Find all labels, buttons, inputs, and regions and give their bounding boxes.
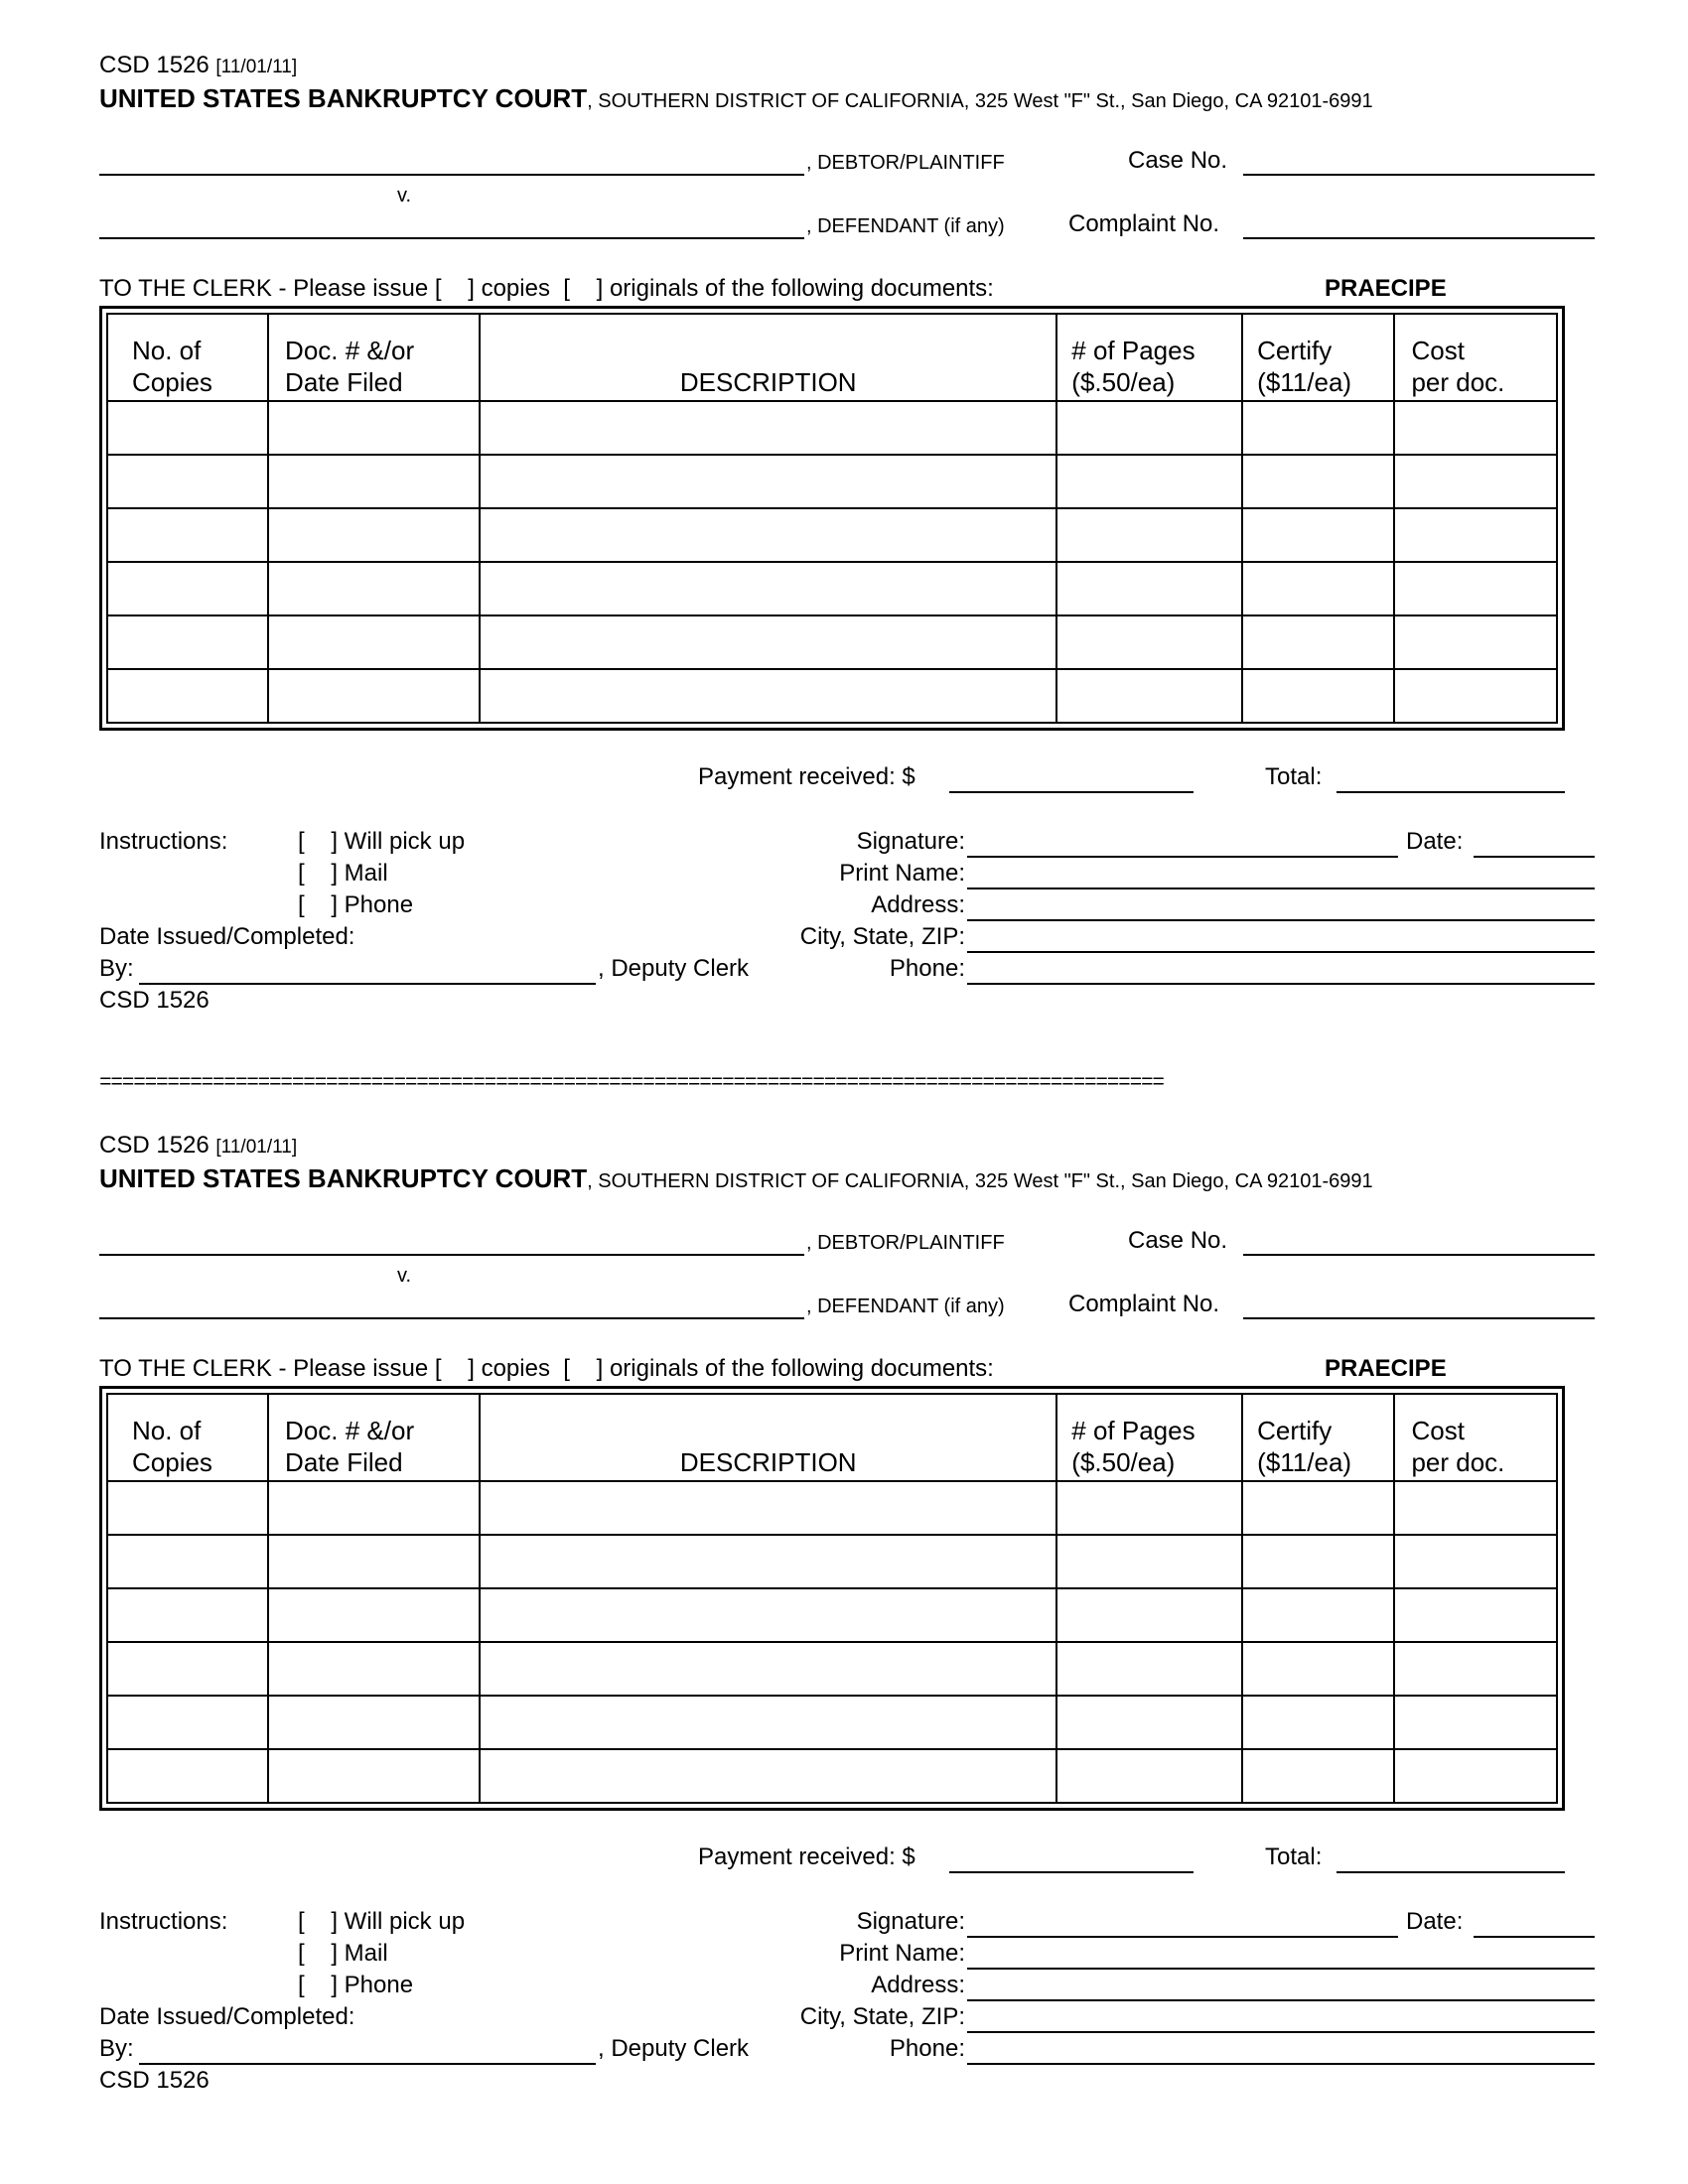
instructions-label: Instructions: xyxy=(99,1908,228,1935)
date-field[interactable] xyxy=(1474,1936,1595,1938)
payment-field[interactable] xyxy=(949,791,1194,793)
table-row xyxy=(107,508,1557,562)
table-cell[interactable] xyxy=(480,1696,1056,1749)
table-cell[interactable] xyxy=(1242,562,1394,615)
table-cell[interactable] xyxy=(268,1696,480,1749)
col-header-copies: No. of Copies xyxy=(107,314,268,401)
table-row xyxy=(107,401,1557,455)
table-cell[interactable] xyxy=(107,508,268,562)
table-cell[interactable] xyxy=(1394,669,1557,723)
table-cell[interactable] xyxy=(107,401,268,455)
city-state-zip-label: City, State, ZIP: xyxy=(799,923,965,950)
table-cell[interactable] xyxy=(480,1749,1056,1803)
praecipe-title: PRAECIPE xyxy=(1325,275,1447,302)
date-label: Date: xyxy=(1406,828,1464,855)
table-cell[interactable] xyxy=(1242,1749,1394,1803)
table-cell[interactable] xyxy=(1056,455,1242,508)
address-field[interactable] xyxy=(967,1999,1595,2001)
table-cell[interactable] xyxy=(268,615,480,669)
table-cell[interactable] xyxy=(480,508,1056,562)
col-header-doc-number: Doc. # &/or Date Filed xyxy=(268,314,480,401)
table-row xyxy=(107,455,1557,508)
col-header-certify: Certify ($11/ea) xyxy=(1242,1394,1394,1481)
phone-field[interactable] xyxy=(967,2063,1595,2065)
case-no-field[interactable] xyxy=(1243,174,1595,176)
table-cell[interactable] xyxy=(268,669,480,723)
table-row xyxy=(107,1535,1557,1588)
table-cell[interactable] xyxy=(1056,508,1242,562)
table-cell[interactable] xyxy=(1394,1535,1557,1588)
table-cell[interactable] xyxy=(1242,401,1394,455)
payment-label: Payment received: $ xyxy=(698,1843,915,1870)
complaint-no-label: Complaint No. xyxy=(1068,210,1220,237)
address-label: Address: xyxy=(871,891,965,918)
table-cell[interactable] xyxy=(268,1749,480,1803)
versus-label: v. xyxy=(397,1265,412,1287)
signature-field[interactable] xyxy=(967,1936,1398,1938)
table-cell[interactable] xyxy=(1242,1535,1394,1588)
defendant-label: , DEFENDANT (if any) xyxy=(806,215,1005,237)
print-name-field[interactable] xyxy=(967,887,1595,889)
complaint-no-label: Complaint No. xyxy=(1068,1291,1220,1317)
total-label: Total: xyxy=(1265,763,1323,790)
cut-line-separator: ============================================================================================== xyxy=(99,1072,1164,1095)
table-cell[interactable] xyxy=(1394,1642,1557,1696)
table-cell[interactable] xyxy=(107,1535,268,1588)
table-cell[interactable] xyxy=(1056,401,1242,455)
table-cell[interactable] xyxy=(480,1588,1056,1642)
date-issued-label: Date Issued/Completed: xyxy=(99,923,355,950)
date-issued-label: Date Issued/Completed: xyxy=(99,2003,355,2030)
by-label: By: xyxy=(99,955,134,982)
footer-form-id: CSD 1526 xyxy=(99,987,210,1014)
table-cell[interactable] xyxy=(1242,1642,1394,1696)
table-cell[interactable] xyxy=(480,1481,1056,1535)
col-header-description: DESCRIPTION xyxy=(480,314,1056,401)
table-cell[interactable] xyxy=(1394,615,1557,669)
date-field[interactable] xyxy=(1474,856,1595,858)
signature-field[interactable] xyxy=(967,856,1398,858)
print-name-label: Print Name: xyxy=(839,1940,965,1967)
city-state-zip-field[interactable] xyxy=(967,951,1595,953)
table-cell[interactable] xyxy=(1394,455,1557,508)
by-label: By: xyxy=(99,2035,134,2062)
table-row xyxy=(107,1588,1557,1642)
table-cell[interactable] xyxy=(1056,1749,1242,1803)
praecipe-form-2 xyxy=(0,1080,1688,2172)
address-label: Address: xyxy=(871,1972,965,1998)
col-header-cost: Cost per doc. xyxy=(1394,1394,1557,1481)
col-header-copies: No. of Copies xyxy=(107,1394,268,1481)
case-no-field[interactable] xyxy=(1243,1254,1595,1256)
clerk-instruction: TO THE CLERK - Please issue [ ] copies [ ] originals of the following documents: xyxy=(99,1355,994,1382)
table-cell[interactable] xyxy=(1394,1481,1557,1535)
phone-label: Phone: xyxy=(889,2035,965,2062)
table-cell[interactable] xyxy=(1242,1588,1394,1642)
col-header-cost: Cost per doc. xyxy=(1394,314,1557,401)
table-row xyxy=(107,615,1557,669)
payment-field[interactable] xyxy=(949,1871,1194,1873)
instructions-label: Instructions: xyxy=(99,828,228,855)
table-row xyxy=(107,669,1557,723)
table-cell[interactable] xyxy=(1242,455,1394,508)
by-field[interactable] xyxy=(139,2063,596,2065)
table-cell[interactable] xyxy=(1056,1588,1242,1642)
col-header-description: DESCRIPTION xyxy=(480,1394,1056,1481)
table-cell[interactable] xyxy=(107,669,268,723)
case-no-label: Case No. xyxy=(1128,1227,1228,1254)
debtor-field[interactable] xyxy=(99,174,804,176)
table-cell[interactable] xyxy=(107,1749,268,1803)
option-will-pick-up[interactable]: [ ] Will pick up xyxy=(298,828,466,855)
deputy-clerk-label: , Deputy Clerk xyxy=(598,2035,750,2062)
col-header-certify: Certify ($11/ea) xyxy=(1242,314,1394,401)
court-header: UNITED STATES BANKRUPTCY COURT, SOUTHERN DISTRICT OF CALIFORNIA, 325 West "F" St., San Diego, CA 92101-6991 xyxy=(99,83,1373,113)
signature-label: Signature: xyxy=(856,828,965,855)
table-cell[interactable] xyxy=(1394,1696,1557,1749)
table-cell[interactable] xyxy=(107,1642,268,1696)
table-row xyxy=(107,1642,1557,1696)
table-cell[interactable] xyxy=(268,1642,480,1696)
defendant-field[interactable] xyxy=(99,237,804,239)
documents-table xyxy=(99,1386,1565,1811)
table-cell[interactable] xyxy=(1394,508,1557,562)
table-cell[interactable] xyxy=(1242,508,1394,562)
table-header-row xyxy=(107,1394,1557,1481)
table-header-row xyxy=(107,314,1557,401)
table-cell[interactable] xyxy=(480,1535,1056,1588)
form-id: CSD 1526 [11/01/11] xyxy=(99,52,298,78)
debtor-label: , DEBTOR/PLAINTIFF xyxy=(806,1232,1005,1254)
print-name-field[interactable] xyxy=(967,1968,1595,1970)
table-cell[interactable] xyxy=(480,1642,1056,1696)
table-cell[interactable] xyxy=(480,455,1056,508)
table-cell[interactable] xyxy=(480,401,1056,455)
payment-label: Payment received: $ xyxy=(698,763,915,790)
table-cell[interactable] xyxy=(268,1481,480,1535)
table-row xyxy=(107,562,1557,615)
table-cell[interactable] xyxy=(480,669,1056,723)
debtor-field[interactable] xyxy=(99,1254,804,1256)
documents-table xyxy=(99,306,1565,731)
total-field[interactable] xyxy=(1336,1871,1565,1873)
table-cell[interactable] xyxy=(1056,1481,1242,1535)
table-cell[interactable] xyxy=(107,1481,268,1535)
table-cell[interactable] xyxy=(1056,1642,1242,1696)
praecipe-title: PRAECIPE xyxy=(1325,1355,1447,1382)
complaint-no-field[interactable] xyxy=(1243,1317,1595,1319)
option-mail[interactable]: [ ] Mail xyxy=(298,860,388,887)
table-cell[interactable] xyxy=(1056,1535,1242,1588)
col-header-doc-number: Doc. # &/or Date Filed xyxy=(268,1394,480,1481)
defendant-field[interactable] xyxy=(99,1317,804,1319)
signature-label: Signature: xyxy=(856,1908,965,1935)
col-header-pages: # of Pages ($.50/ea) xyxy=(1056,1394,1242,1481)
deputy-clerk-label: , Deputy Clerk xyxy=(598,955,750,982)
table-cell[interactable] xyxy=(1394,1588,1557,1642)
table-cell[interactable] xyxy=(480,562,1056,615)
option-mail[interactable]: [ ] Mail xyxy=(298,1940,388,1967)
table-cell[interactable] xyxy=(107,562,268,615)
col-header-pages: # of Pages ($.50/ea) xyxy=(1056,314,1242,401)
option-phone[interactable]: [ ] Phone xyxy=(298,1972,414,1998)
table-cell[interactable] xyxy=(107,455,268,508)
table-cell[interactable] xyxy=(268,401,480,455)
phone-label: Phone: xyxy=(889,955,965,982)
phone-field[interactable] xyxy=(967,983,1595,985)
complaint-no-field[interactable] xyxy=(1243,237,1595,239)
table-row xyxy=(107,1696,1557,1749)
total-label: Total: xyxy=(1265,1843,1323,1870)
table-cell[interactable] xyxy=(107,615,268,669)
option-phone[interactable]: [ ] Phone xyxy=(298,891,414,918)
city-state-zip-label: City, State, ZIP: xyxy=(799,2003,965,2030)
table-cell[interactable] xyxy=(1056,669,1242,723)
total-field[interactable] xyxy=(1336,791,1565,793)
table-cell[interactable] xyxy=(1056,1696,1242,1749)
city-state-zip-field[interactable] xyxy=(967,2031,1595,2033)
form-id: CSD 1526 [11/01/11] xyxy=(99,1132,298,1159)
address-field[interactable] xyxy=(967,919,1595,921)
table-cell[interactable] xyxy=(1394,562,1557,615)
by-field[interactable] xyxy=(139,983,596,985)
table-row xyxy=(107,1749,1557,1803)
table-cell[interactable] xyxy=(107,1696,268,1749)
table-cell[interactable] xyxy=(480,615,1056,669)
footer-form-id: CSD 1526 xyxy=(99,2067,210,2094)
table-cell[interactable] xyxy=(1242,669,1394,723)
table-cell[interactable] xyxy=(268,1588,480,1642)
print-name-label: Print Name: xyxy=(839,860,965,887)
table-cell[interactable] xyxy=(107,1588,268,1642)
table-cell[interactable] xyxy=(1242,1696,1394,1749)
table-cell[interactable] xyxy=(1394,1749,1557,1803)
court-header: UNITED STATES BANKRUPTCY COURT, SOUTHERN DISTRICT OF CALIFORNIA, 325 West "F" St., San Diego, CA 92101-6991 xyxy=(99,1163,1373,1193)
table-cell[interactable] xyxy=(1394,401,1557,455)
option-will-pick-up[interactable]: [ ] Will pick up xyxy=(298,1908,466,1935)
debtor-label: , DEBTOR/PLAINTIFF xyxy=(806,152,1005,174)
table-cell[interactable] xyxy=(268,455,480,508)
table-cell[interactable] xyxy=(1056,615,1242,669)
table-cell[interactable] xyxy=(1242,615,1394,669)
table-cell[interactable] xyxy=(1242,1481,1394,1535)
table-cell[interactable] xyxy=(268,562,480,615)
date-label: Date: xyxy=(1406,1908,1464,1935)
table-cell[interactable] xyxy=(1056,562,1242,615)
table-row xyxy=(107,1481,1557,1535)
versus-label: v. xyxy=(397,185,412,206)
clerk-instruction: TO THE CLERK - Please issue [ ] copies [ ] originals of the following documents: xyxy=(99,275,994,302)
case-no-label: Case No. xyxy=(1128,147,1228,174)
table-cell[interactable] xyxy=(268,1535,480,1588)
table-cell[interactable] xyxy=(268,508,480,562)
defendant-label: , DEFENDANT (if any) xyxy=(806,1296,1005,1317)
